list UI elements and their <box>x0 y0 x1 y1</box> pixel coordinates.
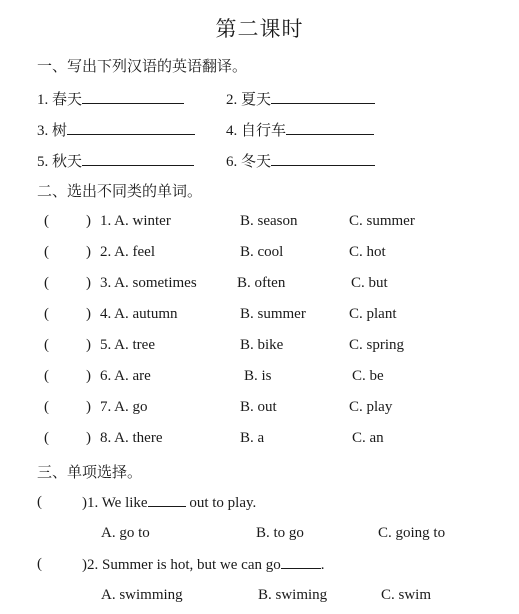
answer-paren-close: ) <box>86 368 91 384</box>
option-a: 6. A. are <box>100 368 151 384</box>
answer-paren-close: ) <box>86 306 91 322</box>
option-b: B. cool <box>240 244 284 260</box>
translation-item <box>37 119 195 140</box>
option-b: B. summer <box>240 306 306 322</box>
translation-item <box>226 88 375 109</box>
chinese-word: 树 <box>52 123 68 139</box>
item-number: 2. <box>226 92 238 108</box>
page-title: 第二课时 <box>215 17 304 41</box>
item-number: 4. <box>226 123 238 139</box>
option-c: C. summer <box>349 213 415 229</box>
chinese-word: 春天 <box>52 92 83 108</box>
option-a: A. swimming <box>101 587 183 603</box>
option-b: B. is <box>244 368 272 384</box>
stem-before: )2. Summer is hot, but we can go <box>82 557 281 573</box>
option-b: B. often <box>237 275 286 291</box>
stem-before: )1. We like <box>82 495 148 511</box>
translation-item <box>226 119 374 140</box>
option-c: C. spring <box>349 337 405 353</box>
option-b: B. a <box>240 430 265 446</box>
answer-paren-close: ) <box>86 244 91 260</box>
option-c: C. play <box>349 399 393 415</box>
option-a: 2. A. feel <box>100 244 155 260</box>
translation-item <box>226 150 375 171</box>
answer-paren-open[interactable]: ( <box>44 399 49 415</box>
option-b: B. season <box>240 213 298 229</box>
item-number: 5. <box>37 154 49 170</box>
answer-paren-open[interactable]: ( <box>44 368 49 384</box>
answer-paren-open[interactable]: ( <box>44 337 49 353</box>
answer-blank[interactable] <box>82 153 194 166</box>
translation-item <box>37 88 184 109</box>
answer-blank[interactable] <box>148 494 186 507</box>
answer-blank[interactable] <box>82 91 184 104</box>
section-3-heading: 三、单项选择。 <box>37 465 143 481</box>
answer-paren-close: ) <box>86 430 91 446</box>
section-1-heading: 一、写出下列汉语的英语翻译。 <box>37 59 248 75</box>
chinese-word: 冬天 <box>241 154 272 170</box>
answer-blank[interactable] <box>271 153 375 166</box>
answer-paren-open[interactable]: ( <box>44 244 49 260</box>
answer-blank[interactable] <box>271 91 375 104</box>
answer-paren-open[interactable]: ( <box>44 430 49 446</box>
answer-paren-open[interactable]: ( <box>44 275 49 291</box>
option-c: C. hot <box>349 244 386 260</box>
option-a: 3. A. sometimes <box>100 275 197 291</box>
answer-paren-open[interactable]: ( <box>37 556 42 572</box>
option-b: B. out <box>240 399 277 415</box>
answer-paren-close: ) <box>86 213 91 229</box>
chinese-word: 夏天 <box>241 92 272 108</box>
option-c: C. be <box>352 368 384 384</box>
option-a: 8. A. there <box>100 430 163 446</box>
answer-paren-close: ) <box>86 399 91 415</box>
option-c: C. but <box>351 275 388 291</box>
item-number: 3. <box>37 123 49 139</box>
option-c: C. going to <box>378 525 446 541</box>
answer-paren-close: ) <box>86 275 91 291</box>
option-b: B. bike <box>240 337 284 353</box>
option-b: B. swiming <box>258 587 328 603</box>
option-c: C. an <box>352 430 384 446</box>
answer-paren-open[interactable]: ( <box>44 213 49 229</box>
answer-blank[interactable] <box>286 122 374 135</box>
answer-paren-open[interactable]: ( <box>37 494 42 510</box>
stem-after: out to play. <box>185 495 257 511</box>
option-a: 4. A. autumn <box>100 306 178 322</box>
option-a: 7. A. go <box>100 399 148 415</box>
chinese-word: 自行车 <box>241 123 287 139</box>
answer-paren-close: ) <box>86 337 91 353</box>
option-a: 1. A. winter <box>100 213 171 229</box>
option-a: 5. A. tree <box>100 337 155 353</box>
item-number: 6. <box>226 154 238 170</box>
option-c: C. plant <box>349 306 397 322</box>
item-number: 1. <box>37 92 49 108</box>
stem-after: . <box>320 557 325 573</box>
option-c: C. swim <box>381 587 432 603</box>
option-b: B. to go <box>256 525 304 541</box>
answer-blank[interactable] <box>67 122 195 135</box>
option-a: A. go to <box>101 525 150 541</box>
chinese-word: 秋天 <box>52 154 83 170</box>
question-stem <box>82 556 324 574</box>
answer-paren-open[interactable]: ( <box>44 306 49 322</box>
question-stem <box>82 494 256 512</box>
answer-blank[interactable] <box>281 556 321 569</box>
section-2-heading: 二、选出不同类的单词。 <box>37 184 203 200</box>
translation-item <box>37 150 194 171</box>
